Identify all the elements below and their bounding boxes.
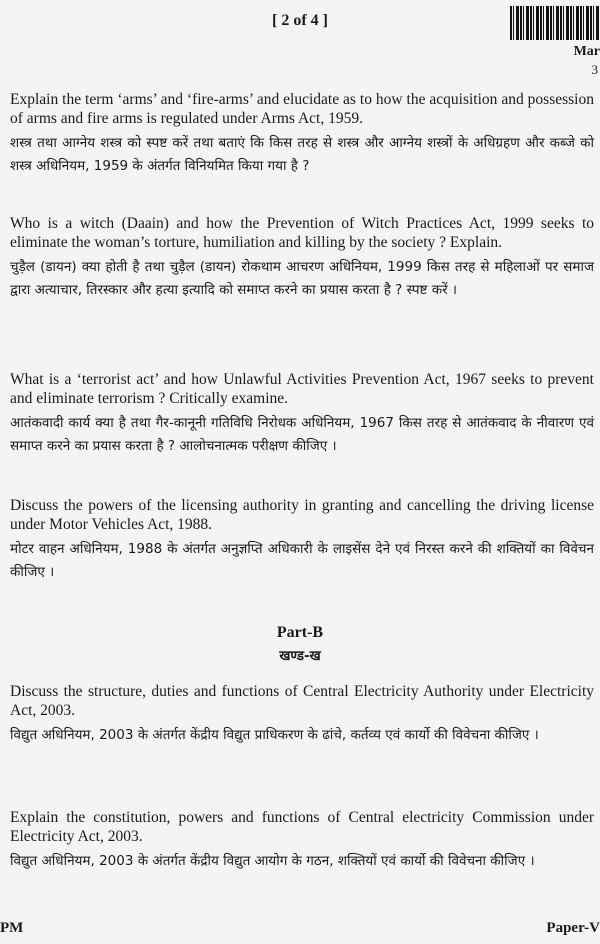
barcode [510, 6, 600, 40]
question-2 [10, 214, 594, 302]
corner-label: Mar [573, 44, 600, 59]
part-b-title-hindi: खण्ड-ख [279, 648, 321, 664]
question-5-hindi: विद्युत अधिनियम, 2003 के अंतर्गत केंद्रीय विद्युत प्राधिकरण के ढांचे, कर्तव्य एवं कार्यो की विवेचना कीजिए । [10, 727, 539, 743]
question-4 [10, 496, 594, 584]
question-1 [10, 90, 594, 178]
part-b-heading [0, 624, 600, 664]
question-6 [10, 808, 594, 873]
question-5 [10, 682, 594, 747]
corner-number: 3 [591, 62, 598, 77]
question-3-hindi: आतंकवादी कार्य क्या है तथा गैर-कानूनी गतिविधि निरोधक अधिनियम, 1967 किस तरह से आतंकवाद के नीवारण एवं समाप्त करने का प्रयास करता है ? आलोचनात्मक परीक्षण कीजिए । [10, 415, 594, 454]
question-1-english: Explain the term ‘arms’ and ‘fire-arms’ and elucidate as to how the acquisition and possession of arms and fire arms is regulated under Arms Act, 1959. [10, 91, 594, 127]
question-5-english: Discuss the structure, duties and functions of Central Electricity Authority under Electricity Act, 2003. [10, 683, 594, 719]
question-6-english: Explain the constitution, powers and functions of Central electricity Commission under Electricity Act, 2003. [10, 809, 594, 845]
question-4-english: Discuss the powers of the licensing authority in granting and cancelling the driving license under Motor Vehicles Act, 1988. [10, 497, 594, 533]
page-number: [ 2 of 4 ] [272, 12, 328, 29]
question-4-hindi: मोटर वाहन अधिनियम, 1988 के अंतर्गत अनुज्ञप्ति अधिकारी के लाइसेंस देने एवं निरस्त करने की शक्तियों का विवेचन कीजिए । [10, 541, 594, 580]
question-3 [10, 370, 594, 458]
question-3-english: What is a ‘terrorist act’ and how Unlawful Activities Prevention Act, 1967 seeks to prevent and eliminate terrorism ? Critically examine. [10, 371, 594, 407]
question-2-english: Who is a witch (Daain) and how the Prevention of Witch Practices Act, 1999 seeks to eliminate the woman’s torture, humiliation and killing by the society ? Explain. [10, 215, 594, 251]
question-6-hindi: विद्युत अधिनियम, 2003 के अंतर्गत केंद्रीय विद्युत आयोग के गठन, शक्तियों एवं कार्यो की विवेचना कीजिए । [10, 853, 535, 869]
footer-left: PM [0, 920, 24, 936]
footer-right: Paper-V [546, 920, 600, 936]
question-1-hindi: शस्त्र तथा आग्नेय शस्त्र को स्पष्ट करें तथा बताएं कि किस तरह से शस्त्र और आग्नेय शस्त्रों के अधिग्रहण और कब्जे को शस्त्र अधिनियम, 1959 के अंतर्गत विनियमित किया गया है ? [10, 135, 594, 174]
question-2-hindi: चुड़ैल (डायन) क्या होती है तथा चुड़ैल (डायन) रोकथाम आचरण अधिनियम, 1999 किस तरह से महिलाओं पर समाज द्वारा अत्याचार, तिरस्कार और हत्या इत्यादि को समाप्त करने का प्रयास करता है ? स्पष्ट करें । [10, 259, 594, 298]
part-b-title: Part-B [276, 624, 324, 641]
